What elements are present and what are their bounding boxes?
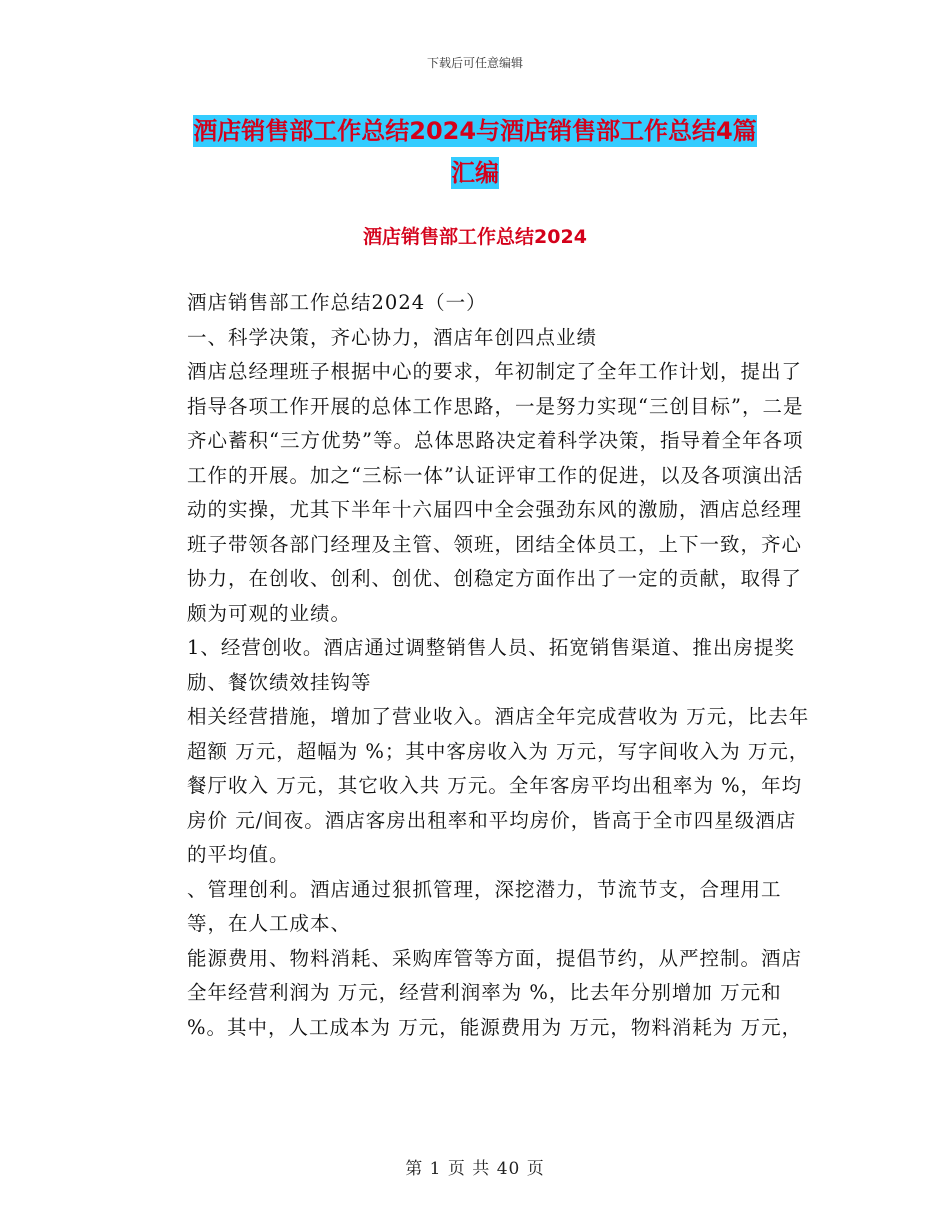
page-header-note: 下载后可任意编辑: [426, 56, 523, 70]
paragraph-heading: 一、科学决策，齐心协力，酒店年创四点业绩: [187, 325, 598, 349]
paragraph: 能源费用、物料消耗、采购库管等方面，提倡节约，从严控制。酒店全年经营利润为 万元，经营利润率为 %，比去年分别增加 万元和 %。其中，人工成本为 万元，能源费用为 万元，物料消耗为 万元，: [187, 946, 803, 1039]
document-title-line2: 汇编: [451, 159, 499, 187]
paragraph: 相关经营措施，增加了营业收入。酒店全年完成营收为 万元，比去年超额 万元，超幅为 %；其中客房收入为 万元，写字间收入为 万元，餐厅收入 万元，其它收入共 万元。全年客房平均出租率为 %，年均房价 元/间夜。酒店客房出租率和平均房价，皆高于全市四星级酒店的平均值。: [187, 705, 810, 866]
document-title-line1: 酒店销售部工作总结2024与酒店销售部工作总结4篇: [193, 117, 757, 145]
paragraph: 酒店总经理班子根据中心的要求，年初制定了全年工作计划，提出了指导各项工作开展的总体工作思路，一是努力实现“三创目标”，二是齐心蓄积“三方优势”等。总体思路决定着科学决策，指导着全年各项工作的开展。加之“三标一体”认证评审工作的促进，以及各项演出活动的实操，尤其下半年十六届四中全会强劲东风的激励，酒店总经理班子带领各部门经理及主管、领班，团结全体员工，上下一致，齐心协力，在创收、创利、创优、创稳定方面作出了一定的贡献，取得了颇为可观的业绩。: [187, 360, 804, 625]
document-body: [143, 286, 811, 1045]
page-footer-number: 第 1 页 共 40 页: [405, 1159, 545, 1179]
section-title: 酒店销售部工作总结2024: [363, 226, 587, 248]
paragraph: 1、经营创收。酒店通过调整销售人员、拓宽销售渠道、推出房提奖励、餐饮绩效挂钩等: [187, 636, 795, 694]
paragraph: 、管理创利。酒店通过狠抓管理，深挖潜力，节流节支，合理用工等，在人工成本、: [187, 877, 782, 935]
paragraph-subtitle: 酒店销售部工作总结2024（一）: [187, 291, 487, 314]
document-title: [0, 110, 950, 194]
